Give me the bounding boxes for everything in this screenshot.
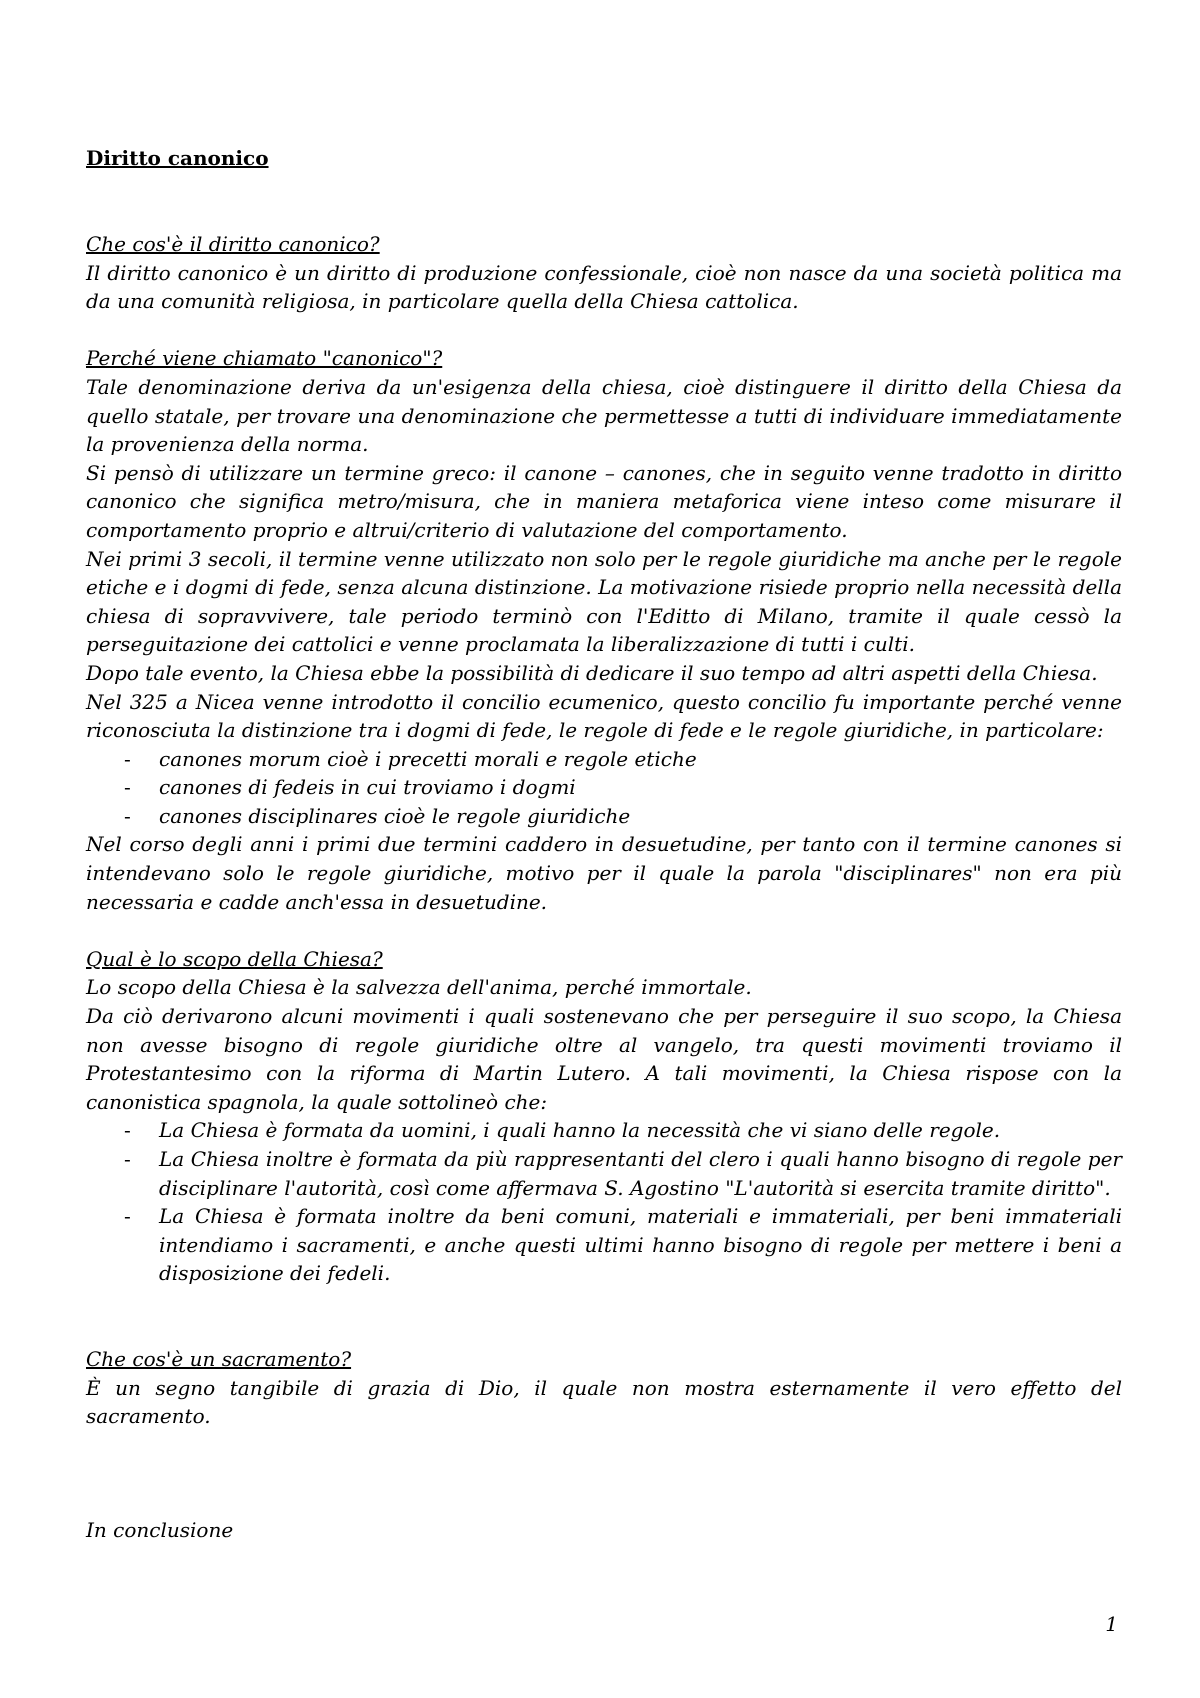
list-item: - La Chiesa è formata da uomini, i quali hanno la necessità che vi siano delle regole.	[86, 1116, 1122, 1145]
paragraph: Nei primi 3 secoli, il termine venne utilizzato non solo per le regole giuridiche ma anche per le regole etiche e i dogmi di fede, senza alcuna distinzione. La motivazione risiede proprio nella necessità della chiesa di sopravvivere, tale periodo terminò con l'Editto di Milano, tramite il quale cessò la perseguitazione dei cattolici e venne proclamata la liberalizzazione di tutti i culti.	[86, 546, 1122, 657]
document-page	[86, 144, 1122, 1544]
paragraph: Dopo tale evento, la Chiesa ebbe la possibilità di dedicare il suo tempo ad altri aspetti della Chiesa.	[86, 660, 1098, 685]
section-question: Che cos'è un sacramento?	[86, 1346, 352, 1371]
section-sacrament	[86, 1345, 1122, 1431]
list-item: - La Chiesa è formata inoltre da beni comuni, materiali e immateriali, per beni immateriali intendiamo i sacramenti, e anche questi ultimi hanno bisogno di regole per mettere i beni a disposizione dei fedeli.	[86, 1202, 1122, 1288]
bullet-list	[86, 1116, 1122, 1288]
list-item: - canones di fedeis in cui troviamo i dogmi	[86, 773, 1122, 802]
section-what-is-canon-law	[86, 230, 1122, 316]
paragraph: Da ciò derivarono alcuni movimenti i quali sostenevano che per perseguire il suo scopo, la Chiesa non avesse bisogno di regole giuridiche oltre al vangelo, tra questi movimenti troviamo il Protestantesimo con la riforma di Martin Lutero. A tali movimenti, la Chiesa rispose con la canonistica spagnola, la quale sottolineò che:	[86, 1004, 1122, 1114]
closing-heading: In conclusione	[86, 1517, 234, 1542]
paragraph: È un segno tangibile di grazia di Dio, il quale non mostra esternamente il vero effetto del sacramento.	[86, 1375, 1122, 1429]
paragraph: Nel 325 a Nicea venne introdotto il concilio ecumenico, questo concilio fu importante perché venne riconosciuta la distinzione tra i dogmi di fede, le regole di fede e le regole giuridiche, in particolare:	[86, 689, 1122, 743]
paragraph: Tale denominazione deriva da un'esigenza della chiesa, cioè distinguere il diritto della Chiesa da quello statale, per trovare una denominazione che permettesse a tutti di individuare immediatamente la provenienza della norma.	[86, 374, 1122, 457]
section-why-canonical	[86, 344, 1122, 916]
section-church-purpose	[86, 945, 1122, 1288]
list-item: - canones morum cioè i precetti morali e regole etiche	[86, 745, 1122, 774]
section-question: Che cos'è il diritto canonico?	[86, 232, 380, 256]
section-question: Perché viene chiamato "canonico"?	[86, 346, 443, 371]
paragraph: Lo scopo della Chiesa è la salvezza dell'anima, perché immortale.	[86, 975, 752, 1000]
list-item: - canones disciplinares cioè le regole giuridiche	[86, 802, 1122, 831]
paragraph: Il diritto canonico è un diritto di produzione confessionale, cioè non nasce da una società politica ma da una comunità religiosa, in particolare quella della Chiesa cattolica.	[86, 260, 1122, 314]
paragraph: Si pensò di utilizzare un termine greco: il canone – canones, che in seguito venne tradotto in diritto canonico che significa metro/misura, che in maniera metaforica viene inteso come misurare il comportamento proprio e altrui/criterio di valutazione del comportamento.	[86, 460, 1122, 542]
section-question: Qual è lo scopo della Chiesa?	[86, 946, 383, 971]
bullet-list	[86, 745, 1122, 831]
document-title: Diritto canonico	[86, 146, 269, 170]
paragraph: Nel corso degli anni i primi due termini caddero in desuetudine, per tanto con il termine canones si intendevano solo le regole giuridiche, motivo per il quale la parola "disciplinares" non era più necessaria e cadde anch'essa in desuetudine.	[86, 832, 1122, 914]
list-item: - La Chiesa inoltre è formata da più rappresentanti del clero i quali hanno bisogno di regole per disciplinare l'autorità, così come affermava S. Agostino "L'autorità si esercita tramite diritto".	[86, 1145, 1122, 1202]
page-number: 1	[1105, 1612, 1118, 1636]
